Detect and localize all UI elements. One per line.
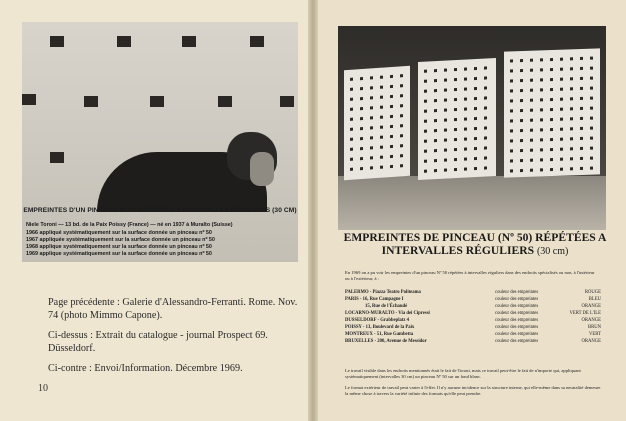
brush-mark [474,87,477,90]
brush-mark [510,129,513,132]
brush-mark [370,106,373,109]
brush-mark [250,36,264,47]
brush-mark [590,67,593,70]
brush-mark [540,98,543,101]
brush-mark [590,137,593,140]
brush-mark [150,96,164,107]
brush-mark [218,96,232,107]
location-row: MONTREUX - 51, Rue Gambetta couleur des empreintes VERT [345,332,601,337]
brush-mark [570,77,573,80]
brush-mark [484,66,487,69]
brush-mark [474,127,477,130]
location-row: PALERMO - Piazza Teatro Politeama couleur des empreintes ROUGE [345,290,601,295]
brush-mark [454,118,457,121]
man-face [250,152,274,186]
brush-mark [464,87,467,90]
brush-mark [280,96,294,107]
brush-mark [370,86,373,89]
brush-mark [560,88,563,91]
brush-mark [580,167,583,170]
brush-mark [474,137,477,140]
brush-mark [510,59,513,62]
brush-mark [434,79,437,82]
brush-mark [570,157,573,160]
brush-mark [444,149,447,152]
right-page [313,0,626,421]
brush-mark [390,85,393,88]
brush-mark [580,67,583,70]
brush-mark [360,167,363,170]
brush-mark [560,118,563,121]
brush-mark [370,146,373,149]
brush-mark [380,76,383,79]
brush-mark [520,99,523,102]
brush-mark [117,36,131,47]
brush-mark [520,149,523,152]
brush-mark [464,157,467,160]
brush-mark [580,57,583,60]
brush-mark [580,127,583,130]
brush-mark [540,68,543,71]
brush-mark [560,58,563,61]
brush-mark [350,128,353,131]
brush-mark [540,58,543,61]
artist-line: Niele Toroni — 13 bd. de la Paix Poissy (France) — né en 1937 à Muralto (Suisse) [26,222,233,228]
brush-mark [350,88,353,91]
brush-mark [380,166,383,169]
brush-mark [360,157,363,160]
note-paragraph-2: Le format extérieur de travail peut varier à l'effet. Il n'y aucune incidence sur la structure interne, qui elle-même dans sa neutralité demeure la même chose à travers la variété infinie des formats qu'elle peut prendre. [345,385,601,396]
brush-mark [550,88,553,91]
brush-mark [570,167,573,170]
brush-mark [390,75,393,78]
location-row: DUSSELDORF - Grabbeplatz 4 couleur des empreintes ORANGE [345,318,601,323]
brush-mark [570,117,573,120]
brush-mark [370,166,373,169]
brush-mark [370,116,373,119]
brush-mark [434,69,437,72]
brush-mark [590,97,593,100]
brush-mark [550,148,553,151]
brush-mark [570,137,573,140]
brush-mark [424,140,427,143]
brush-mark [444,89,447,92]
brush-mark [454,98,457,101]
painted-panel [344,66,410,181]
brush-mark [560,68,563,71]
brush-mark [570,107,573,110]
brush-mark [550,108,553,111]
brush-mark [560,138,563,141]
brush-mark [510,69,513,72]
brush-mark [510,139,513,142]
brush-mark [520,89,523,92]
brush-mark [400,84,403,87]
brush-mark [590,57,593,60]
brush-mark [454,88,457,91]
brush-mark [434,109,437,112]
brush-mark [520,159,523,162]
title-line-1: EMPREINTES DE PINCEAU (Nº 50) RÉPÉTÉES A [343,231,607,244]
note-paragraph-1: Le travail visible dans les endroits mentionnés était le fait de Toroni, mais ce travail peut-être le fait de n'importe qui, appliquant systématiquement (intervalles 30 cm) un pinceau Nº 50 sur un fond blanc. [345,368,581,379]
brush-mark [590,87,593,90]
brush-mark [350,78,353,81]
brush-mark [444,169,447,172]
brush-mark [50,36,64,47]
brush-mark [550,78,553,81]
brush-mark [550,158,553,161]
brush-mark [350,138,353,141]
brush-mark [434,159,437,162]
brush-mark [580,157,583,160]
brush-mark [370,156,373,159]
brush-mark [510,169,513,172]
brush-mark [590,117,593,120]
brush-mark [360,147,363,150]
brush-mark [424,150,427,153]
brush-mark [464,97,467,100]
brush-mark [360,127,363,130]
brush-mark [510,79,513,82]
brush-mark [540,128,543,131]
brush-mark [484,86,487,89]
brush-mark [590,167,593,170]
brush-mark [390,155,393,158]
brush-mark [380,86,383,89]
credit-above: Ci-dessus : Extrait du catalogue - journal Prospect 69. Düsseldorf. [48,330,268,354]
photo-credits [48,297,298,384]
brush-mark [540,78,543,81]
brush-mark [390,125,393,128]
painted-panel [504,48,600,177]
brush-mark [550,118,553,121]
credit-opposite: Ci-contre : Envoi/Information. Décembre 1969. [48,363,243,374]
brush-mark [540,108,543,111]
brush-mark [424,120,427,123]
brush-mark [520,119,523,122]
brush-mark [434,89,437,92]
location-row: LOCARNO-MURALTO - Via dei Cipressi couleur des empreintes VERT DE L'ILE [345,311,601,316]
brush-mark [350,98,353,101]
brush-mark [484,166,487,169]
brush-mark [484,76,487,79]
brush-mark [360,107,363,110]
brush-mark [424,110,427,113]
brush-mark [434,129,437,132]
brush-mark [570,147,573,150]
brush-mark [464,117,467,120]
brush-mark [464,67,467,70]
brush-mark [350,158,353,161]
brush-mark [400,154,403,157]
brush-mark [550,168,553,171]
brush-mark [350,148,353,151]
brush-mark [590,77,593,80]
location-row: POISSY - 13, Boulevard de la Paix couleur des empreintes BRUN [345,325,601,330]
brush-mark [550,98,553,101]
brush-mark [520,169,523,172]
brush-mark [434,139,437,142]
brush-mark [424,100,427,103]
brush-mark [50,152,64,163]
brush-mark [350,118,353,121]
brush-mark [580,97,583,100]
brush-mark [510,149,513,152]
brush-mark [560,158,563,161]
brush-mark [510,89,513,92]
brush-mark [530,159,533,162]
brush-mark [530,79,533,82]
brush-mark [590,157,593,160]
brush-mark [400,94,403,97]
book-gutter [308,0,318,421]
brush-mark [370,126,373,129]
brush-mark [380,156,383,159]
brush-mark [510,119,513,122]
brush-mark [454,128,457,131]
brush-mark [182,36,196,47]
brush-mark [474,147,477,150]
brush-mark [510,109,513,112]
brush-mark [590,127,593,130]
title-line-2: INTERVALLES RÉGULIERS (30 cm) [381,243,569,257]
brush-mark [380,146,383,149]
brush-mark [530,149,533,152]
brush-mark [530,109,533,112]
brush-mark [424,70,427,73]
brush-mark [560,168,563,171]
brush-mark [400,104,403,107]
brush-mark [530,119,533,122]
brush-mark [540,168,543,171]
brush-mark [520,59,523,62]
brush-mark [454,78,457,81]
gallery-floor [338,176,606,230]
brush-mark [580,87,583,90]
intro-text: En 1969 on a pu voir les empreintes d'un pinceau Nº 50 répétées à intervalles réguliers dans des endroits spécialisés ou non, à l'intérieur ou à l'extérieur, à : [345,270,595,281]
brush-mark [520,129,523,132]
brush-mark [424,170,427,173]
brush-mark [580,147,583,150]
brush-mark [590,107,593,110]
brush-mark [530,139,533,142]
brush-mark [484,126,487,129]
repeat-line: 1969 applique systématiquement sur la surface donnée un pinceau nº 50 [26,251,212,257]
brush-mark [424,90,427,93]
brush-mark [380,116,383,119]
brush-mark [474,77,477,80]
brush-mark [424,160,427,163]
brush-mark [484,156,487,159]
credit-previous-page: Page précédente : Galerie d'Alessandro-Ferranti. Rome. Nov. 74 (photo Mimmo Capone). [48,297,298,321]
brush-mark [434,99,437,102]
brush-mark [540,138,543,141]
brush-mark [580,117,583,120]
brush-mark [380,106,383,109]
brush-mark [560,148,563,151]
brush-mark [400,164,403,167]
brush-mark [474,107,477,110]
brush-mark [444,99,447,102]
brush-mark [484,116,487,119]
brush-mark [520,69,523,72]
brush-mark [550,68,553,71]
brush-mark [390,115,393,118]
brush-mark [474,97,477,100]
brush-mark [520,139,523,142]
brush-mark [530,129,533,132]
article-title [335,232,615,258]
brush-mark [444,69,447,72]
brush-mark [510,99,513,102]
brush-mark [550,58,553,61]
brush-mark [22,94,36,105]
brush-mark [474,157,477,160]
location-row: 15, Rue de l'Échaudé couleur des empreintes ORANGE [365,304,601,309]
brush-mark [454,148,457,151]
brush-mark [530,69,533,72]
brush-mark [560,108,563,111]
brush-mark [454,158,457,161]
brush-mark [454,68,457,71]
brush-mark [560,78,563,81]
brush-mark [400,144,403,147]
brush-mark [390,95,393,98]
brush-mark [484,136,487,139]
brush-mark [540,118,543,121]
brush-mark [530,59,533,62]
brush-mark [530,89,533,92]
brush-mark [570,97,573,100]
brush-mark [380,96,383,99]
brush-mark [540,88,543,91]
location-row: PARIS - 16, Rue Campagne I couleur des empreintes BLEU [345,297,601,302]
brush-mark [360,77,363,80]
brush-mark [390,145,393,148]
brush-mark [474,167,477,170]
brush-mark [390,105,393,108]
brush-mark [424,80,427,83]
brush-mark [550,138,553,141]
brush-mark [464,77,467,80]
location-row: BRUXELLES - 200, Avenue de Messidor couleur des empreintes ORANGE [345,339,601,344]
brush-mark [454,138,457,141]
brush-mark [444,119,447,122]
brush-mark [390,165,393,168]
brush-mark [570,57,573,60]
brush-mark [530,169,533,172]
brush-mark [380,136,383,139]
artist-photo [22,22,298,262]
brush-mark [540,148,543,151]
painted-panel [418,58,496,180]
page-number: 10 [38,383,48,394]
brush-mark [434,119,437,122]
brush-mark [474,117,477,120]
brush-mark [590,147,593,150]
brush-mark [424,130,427,133]
brush-mark [464,137,467,140]
brush-mark [484,96,487,99]
brush-mark [360,117,363,120]
brush-mark [550,128,553,131]
brush-mark [400,114,403,117]
repeat-line: 1968 applique systématiquement sur la surface donnée un pinceau nº 50 [26,244,212,250]
brush-mark [434,169,437,172]
brush-mark [454,108,457,111]
brush-mark [474,67,477,70]
brush-mark [464,147,467,150]
brush-mark [400,74,403,77]
brush-mark [444,109,447,112]
brush-mark [444,129,447,132]
installation-photo [338,26,606,230]
brush-mark [360,87,363,90]
brush-mark [370,136,373,139]
photo-caption: EMPREINTES D'UN PINCEAU Nº 50 RÉPÉTÉES A INTERVALLES RÉGULIERS (30 CM) [23,207,297,214]
brush-mark [580,107,583,110]
brush-mark [390,135,393,138]
brush-mark [84,96,98,107]
brush-mark [520,109,523,112]
brush-mark [400,134,403,137]
brush-mark [464,127,467,130]
brush-mark [484,106,487,109]
brush-mark [444,159,447,162]
brush-mark [580,77,583,80]
brush-mark [570,127,573,130]
brush-mark [510,159,513,162]
brush-mark [580,137,583,140]
brush-mark [560,128,563,131]
brush-mark [570,87,573,90]
repeat-line: 1966 appliqué systématiquement sur la surface donnée un pinceau nº 50 [26,230,212,236]
brush-mark [350,168,353,171]
brush-mark [484,146,487,149]
brush-mark [444,79,447,82]
brush-mark [434,149,437,152]
brush-mark [380,126,383,129]
brush-mark [520,79,523,82]
brush-mark [360,137,363,140]
brush-mark [350,108,353,111]
repeat-line: 1967 appliquée systématiquement sur la surface donnée un pinceau nº 50 [26,237,215,243]
brush-mark [540,158,543,161]
brush-mark [444,139,447,142]
brush-mark [464,167,467,170]
brush-mark [370,96,373,99]
brush-mark [370,76,373,79]
brush-mark [570,67,573,70]
brush-mark [560,98,563,101]
brush-mark [454,168,457,171]
brush-mark [530,99,533,102]
brush-mark [360,97,363,100]
brush-mark [464,107,467,110]
brush-mark [400,124,403,127]
